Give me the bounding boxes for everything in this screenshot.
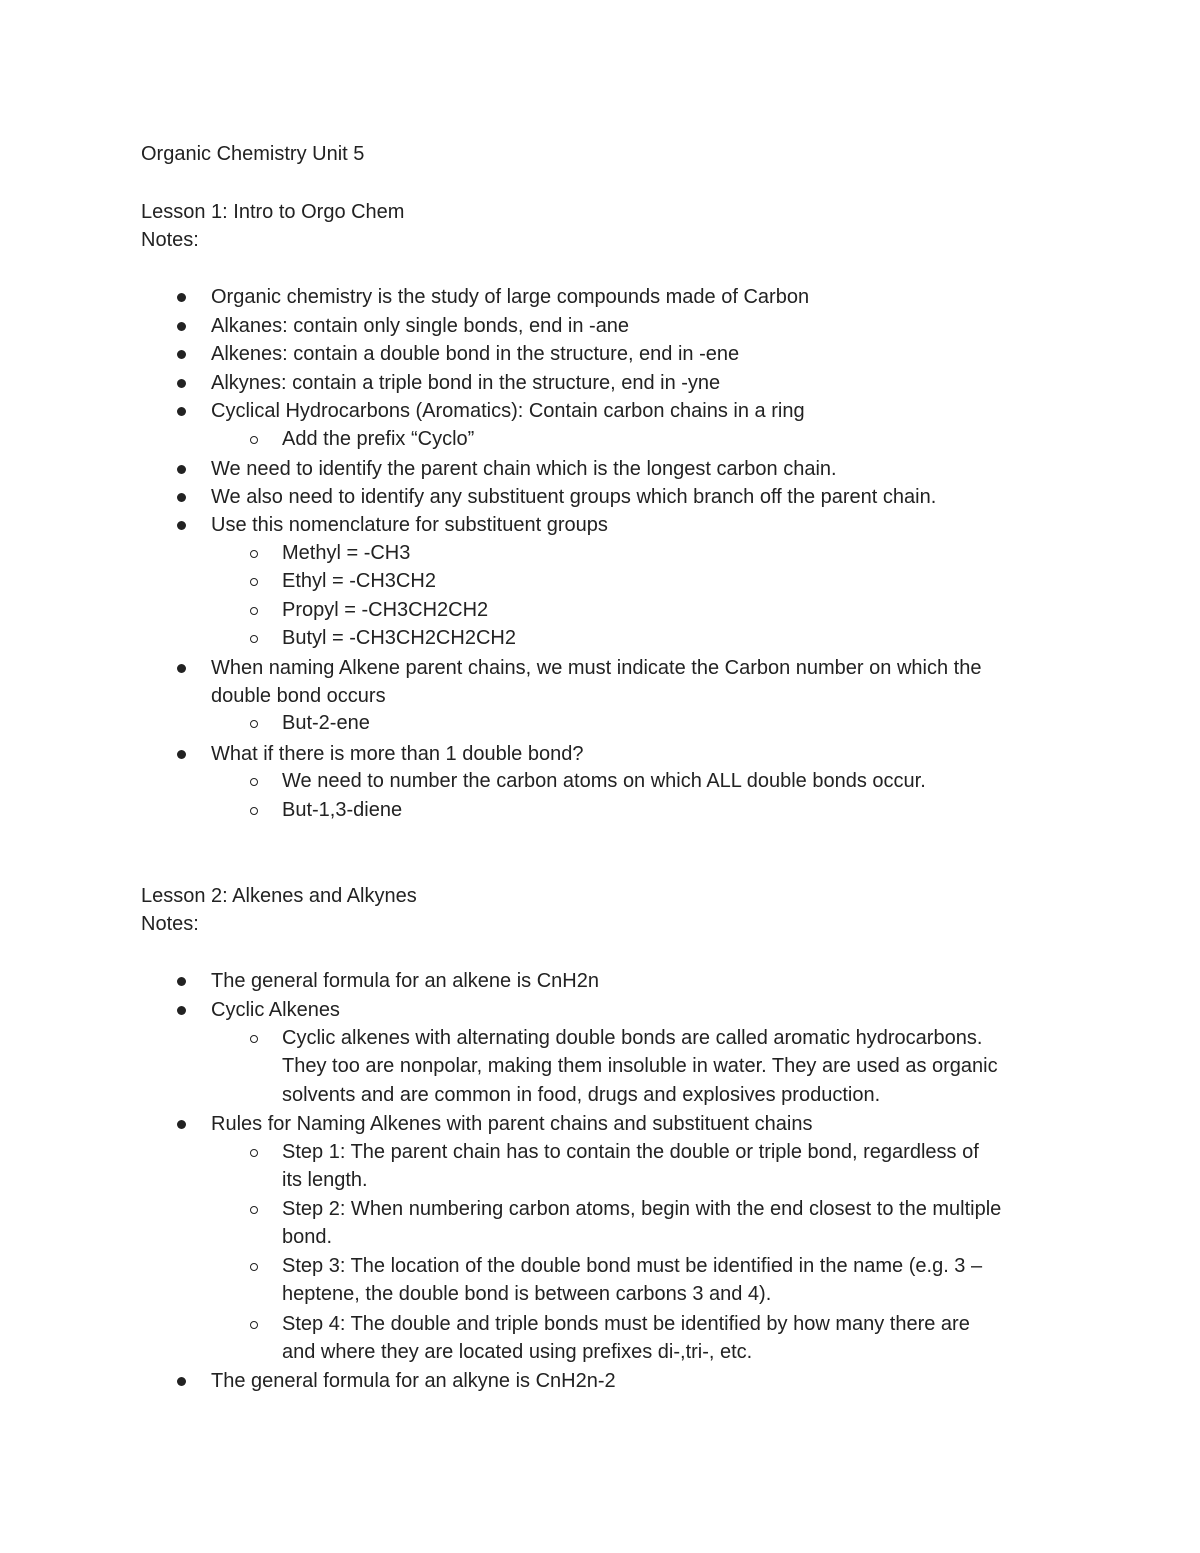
bullet-icon [177, 493, 186, 502]
sub-bullet-icon [250, 578, 258, 586]
lesson2-sub-bullet-continuation: and where they are located using prefixes di-,tri-, etc. [282, 1341, 753, 1363]
bullet-icon [177, 750, 186, 759]
bullet-icon [177, 521, 186, 530]
lesson1-sub-bullet: Ethyl = -CH3CH2 [282, 570, 436, 592]
bullet-icon [177, 1120, 186, 1129]
lesson1-sub-bullet: But-2-ene [282, 712, 370, 734]
bullet-icon [177, 350, 186, 359]
lesson2-sub-bullet: Step 4: The double and triple bonds must be identified by how many there are [282, 1313, 970, 1335]
lesson2-bullet: Rules for Naming Alkenes with parent chains and substituent chains [211, 1113, 813, 1135]
bullet-icon [177, 293, 186, 302]
sub-bullet-icon [250, 550, 258, 558]
lesson2-bullet: The general formula for an alkene is CnH2n [211, 970, 599, 992]
bullet-icon [177, 379, 186, 388]
lesson1-bullet: We also need to identify any substituent groups which branch off the parent chain. [211, 486, 937, 508]
bullet-icon [177, 977, 186, 986]
bullet-icon [177, 322, 186, 331]
sub-bullet-icon [250, 720, 258, 728]
lesson1-sub-bullet: Add the prefix “Cyclo” [282, 428, 475, 450]
sub-bullet-icon [250, 635, 258, 643]
document-title: Organic Chemistry Unit 5 [141, 143, 365, 165]
lesson1-bullet-continuation: double bond occurs [211, 685, 386, 707]
sub-bullet-icon [250, 1149, 258, 1157]
sub-bullet-icon [250, 607, 258, 615]
lesson2-sub-bullet: Step 1: The parent chain has to contain the double or triple bond, regardless of [282, 1141, 979, 1163]
lesson2-sub-bullet: Cyclic alkenes with alternating double bonds are called aromatic hydrocarbons. [282, 1027, 983, 1049]
sub-bullet-icon [250, 436, 258, 444]
bullet-icon [177, 465, 186, 474]
lesson1-bullet: What if there is more than 1 double bond? [211, 743, 584, 765]
bullet-icon [177, 664, 186, 673]
lesson1-bullet: Alkenes: contain a double bond in the structure, end in -ene [211, 343, 740, 365]
lesson2-sub-bullet-continuation: bond. [282, 1226, 333, 1248]
lesson1-bullet: When naming Alkene parent chains, we must indicate the Carbon number on which the [211, 657, 982, 679]
lesson2-sub-bullet-continuation: solvents and are common in food, drugs and explosives production. [282, 1084, 881, 1106]
sub-bullet-icon [250, 1206, 258, 1214]
lesson1-sub-bullet: Propyl = -CH3CH2CH2 [282, 599, 489, 621]
lesson1-sub-bullet: But-1,3-diene [282, 799, 403, 821]
lesson2-sub-bullet-continuation: heptene, the double bond is between carbons 3 and 4). [282, 1283, 772, 1305]
lesson2-heading: Lesson 2: Alkenes and Alkynes [141, 885, 417, 907]
lesson2-notes-label: Notes: [141, 913, 199, 935]
lesson2-bullet: The general formula for an alkyne is CnH2n-2 [211, 1370, 616, 1392]
lesson1-sub-bullet: Butyl = -CH3CH2CH2CH2 [282, 627, 516, 649]
sub-bullet-icon [250, 1035, 258, 1043]
sub-bullet-icon [250, 807, 258, 815]
lesson1-bullet: Alkanes: contain only single bonds, end in -ane [211, 315, 630, 337]
lesson1-bullet: We need to identify the parent chain which is the longest carbon chain. [211, 458, 837, 480]
lesson1-sub-bullet: We need to number the carbon atoms on which ALL double bonds occur. [282, 770, 926, 792]
lesson2-sub-bullet: Step 3: The location of the double bond must be identified in the name (e.g. 3 – [282, 1255, 983, 1277]
bullet-icon [177, 407, 186, 416]
sub-bullet-icon [250, 778, 258, 786]
lesson1-sub-bullet: Methyl = -CH3 [282, 542, 411, 564]
sub-bullet-icon [250, 1321, 258, 1329]
lesson1-notes-label: Notes: [141, 229, 199, 251]
lesson2-bullet: Cyclic Alkenes [211, 999, 340, 1021]
bullet-icon [177, 1377, 186, 1386]
lesson2-sub-bullet-continuation: its length. [282, 1169, 368, 1191]
lesson2-sub-bullet-continuation: They too are nonpolar, making them insoluble in water. They are used as organic [282, 1055, 998, 1077]
lesson1-bullet: Cyclical Hydrocarbons (Aromatics): Contain carbon chains in a ring [211, 400, 805, 422]
lesson1-bullet: Use this nomenclature for substituent groups [211, 514, 608, 536]
bullet-icon [177, 1006, 186, 1015]
sub-bullet-icon [250, 1263, 258, 1271]
lesson2-sub-bullet: Step 2: When numbering carbon atoms, begin with the end closest to the multiple [282, 1198, 1002, 1220]
lesson1-bullet: Organic chemistry is the study of large compounds made of Carbon [211, 286, 810, 308]
lesson1-bullet: Alkynes: contain a triple bond in the structure, end in -yne [211, 372, 721, 394]
lesson1-heading: Lesson 1: Intro to Orgo Chem [141, 201, 405, 223]
